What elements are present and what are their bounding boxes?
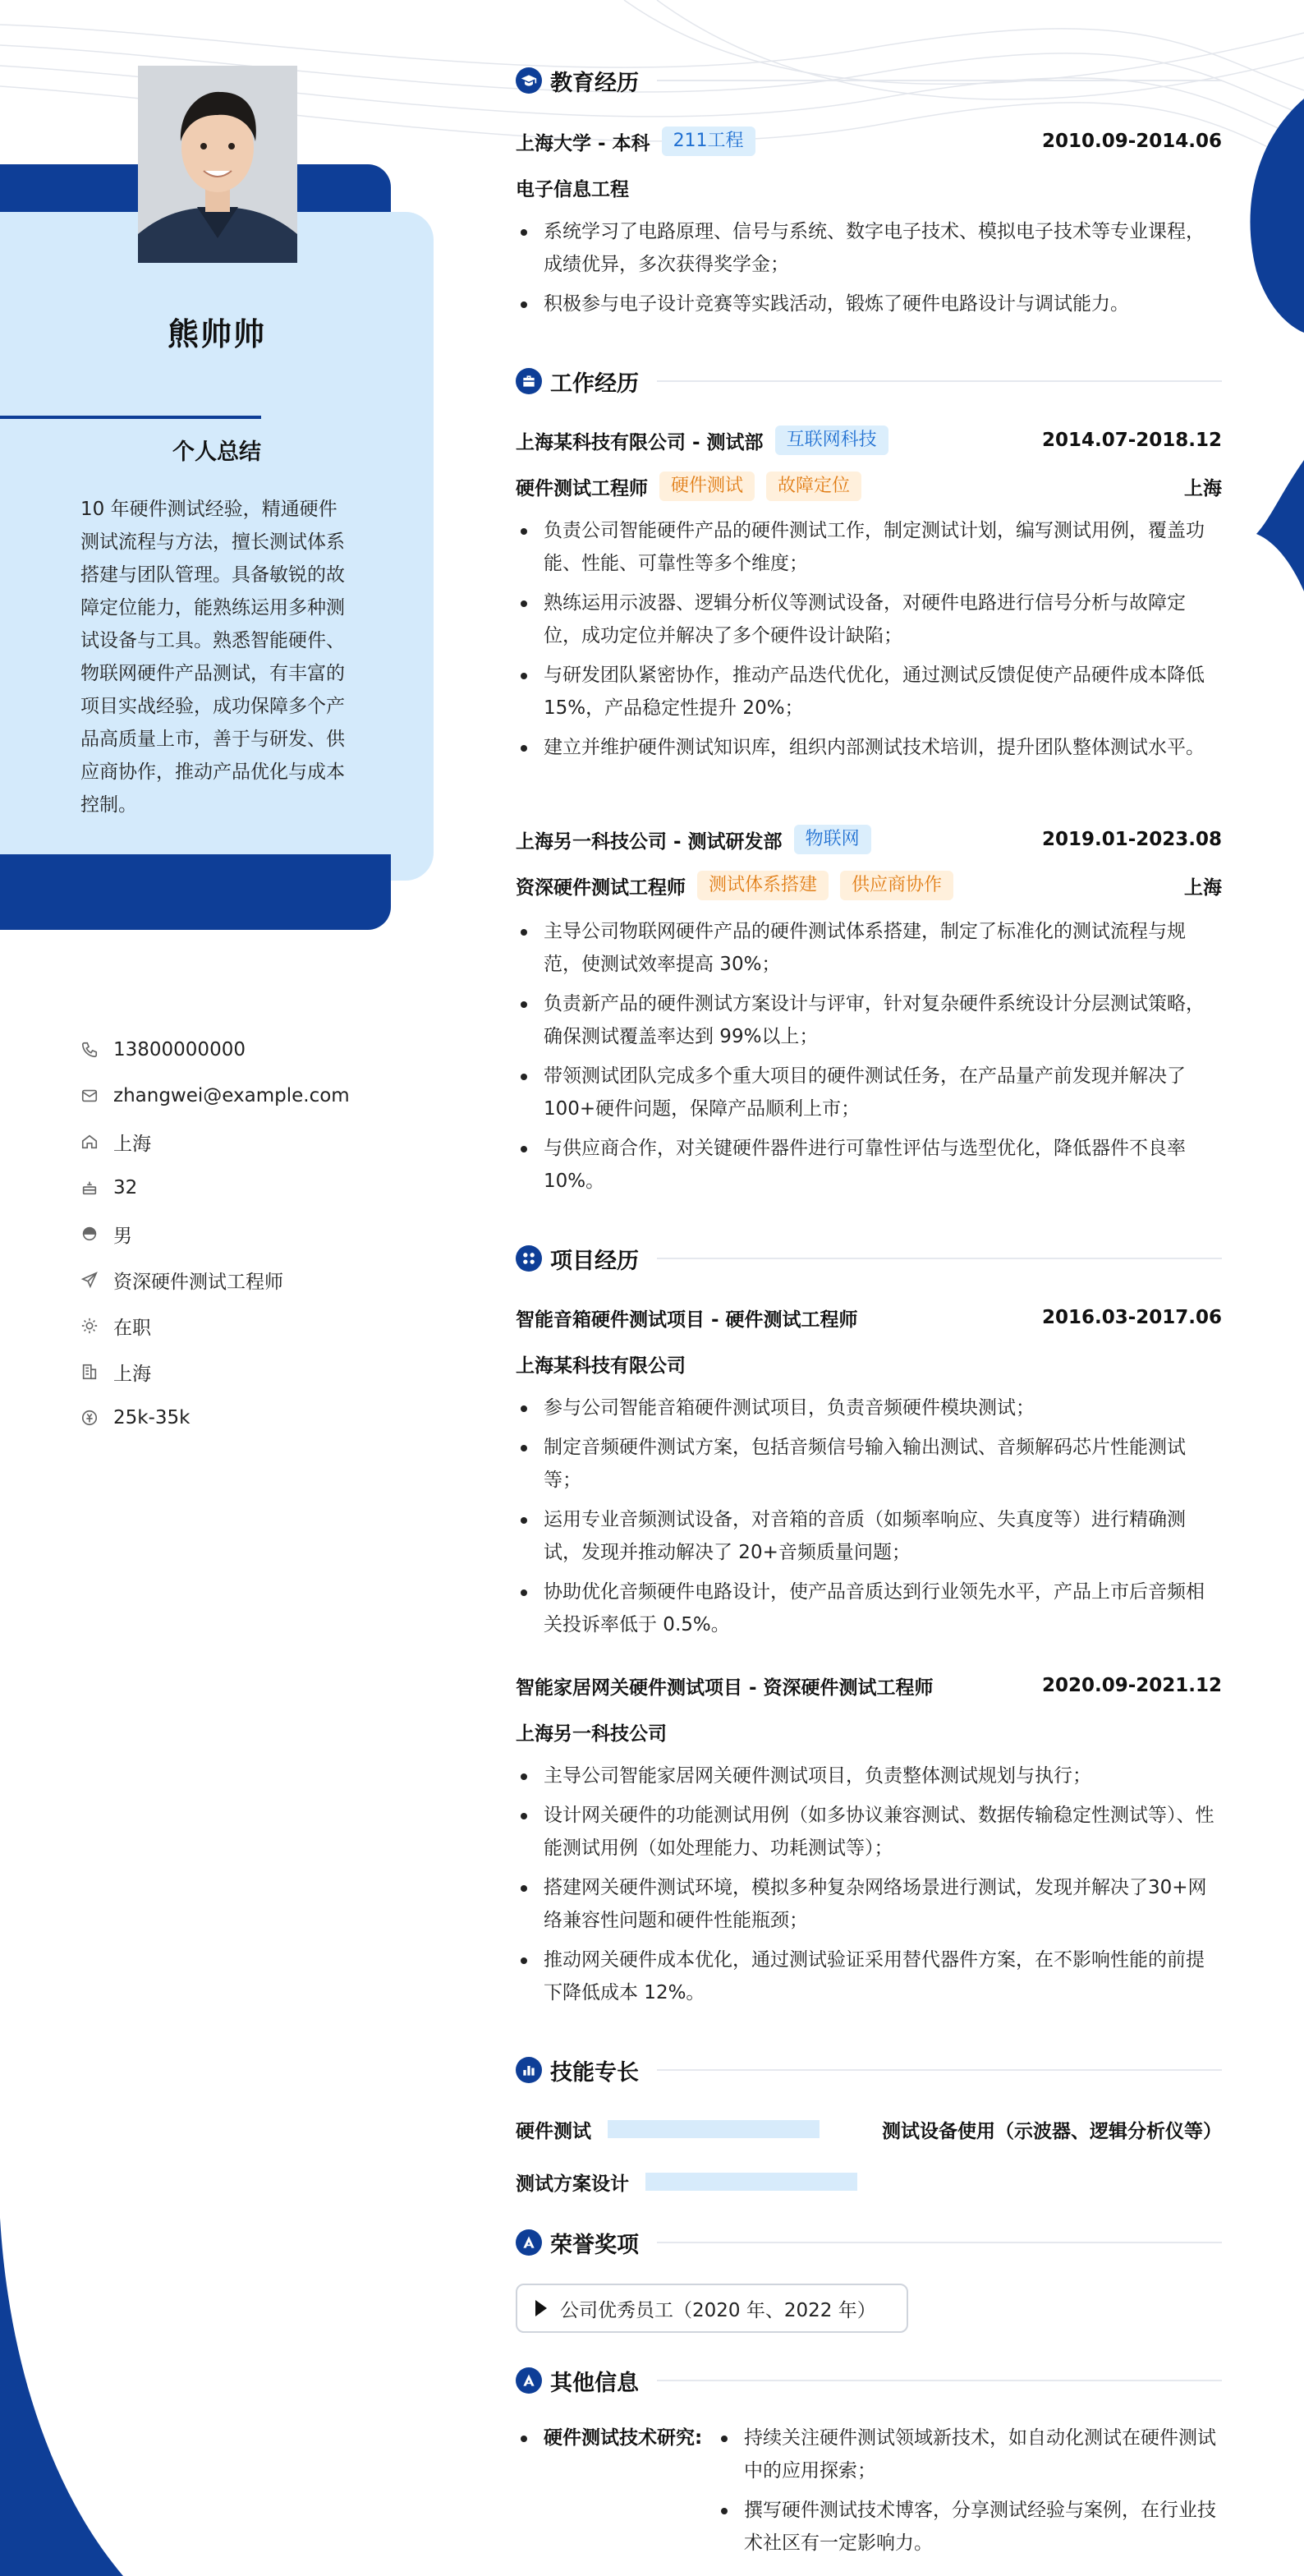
section-skills-header [516,2054,1222,2086]
list-item: 积极参与电子设计竞赛等实践活动，锻炼了硬件电路设计与调试能力。 [516,288,1222,320]
list-item: 系统学习了电路原理、信号与系统、数字电子技术、模拟电子技术等专业课程，成绩优异，多次获得奖学金； [516,215,1222,281]
list-item: 搭建网关硬件测试环境，模拟多种复杂网络场景进行测试，发现并解决了30+网络兼容性问题和硬件性能瓶颈； [516,1871,1222,1937]
project-1-header-row [516,1301,1222,1334]
other-label: 硬件测试技术研究: [516,2422,702,2454]
mail-icon [80,1087,99,1105]
job-1-period: 2014.07-2018.12 [1041,430,1222,451]
list-item: 带领测试团队完成多个重大项目的硬件测试任务，在产品量产前发现并解决了100+硬件问题，保障产品顺利上市； [516,1060,1222,1125]
section-divider [657,380,1222,382]
list-item: 设计网关硬件的功能测试用例（如多协议兼容测试、数据传输稳定性测试等）、性能测试用例（如处理能力、功耗测试等）； [516,1799,1222,1865]
job-2-tag: 物联网 [794,825,871,854]
education-major: 电子信息工程 [516,178,629,200]
section-divider [657,80,1222,81]
sidebar [0,0,493,2576]
award-text: 公司优秀员工（2020 年、2022 年） [560,2299,876,2321]
section-honors-title: 荣誉奖项 [550,2232,639,2258]
list-item: 协助优化音频硬件电路设计，使产品音质达到行业领先水平，产品上市后音频相关投诉率低于 0.5%。 [516,1576,1222,1641]
contact-work-city-text: 上海 [113,1363,151,1385]
section-work-title: 工作经历 [550,370,639,397]
phone-icon [80,1041,99,1059]
project-2-period: 2020.09-2021.12 [1041,1675,1222,1696]
home-icon [80,1133,99,1151]
award-icon [516,2229,542,2256]
contact-location-text: 上海 [113,1133,151,1155]
job-1-city: 上海 [1184,477,1222,499]
section-honors-header [516,2226,1222,2259]
project-2-company-row [516,1715,1222,1748]
job-1-role-tag: 故障定位 [766,472,861,501]
education-bullets [516,215,1222,327]
job-1-bullets [516,514,1222,770]
education-tag: 211工程 [662,126,755,156]
summary-text: 10 年硬件测试经验，精通硬件测试流程与方法，擅长测试体系搭建与团队管理。具备敏锐的故障定位能力，能熟练运用多种测试设备与工具。熟悉智能硬件、物联网硬件产品测试，有丰富的项目实战经验，成功保障多个产品高质量上市，善于与研发、供应商协作，推动产品优化与成本控制。 [80,499,345,816]
list-item: 参与公司智能音箱硬件测试项目，负责音频硬件模块测试； [516,1392,1222,1424]
award-icon [516,2367,542,2394]
contact-email [80,1073,350,1119]
job-2-company: 上海另一科技公司 - 测试研发部 [516,830,783,853]
project-2-header-row [516,1669,1222,1702]
list-item: 主导公司物联网硬件产品的硬件测试体系搭建，制定了标准化的测试流程与规范，使测试效率提高 30%； [516,915,1222,981]
summary-divider [0,416,261,419]
contact-age [80,1165,350,1211]
education-major-row [516,171,1222,204]
grid-icon [516,1245,542,1272]
skill-item [516,2113,820,2146]
job-1-role-tag: 硬件测试 [659,472,755,501]
job-2-header-row [516,823,1222,856]
job-2-bullets [516,915,1222,1204]
list-item: 建立并维护硬件测试知识库，组织内部测试技术培训，提升团队整体测试水平。 [516,731,1222,764]
project-1-company: 上海某科技有限公司 [516,1355,686,1377]
send-icon [80,1271,99,1289]
project-2-bullets [516,1760,1222,2016]
skill-item [882,2113,1222,2146]
project-1-company-row [516,1347,1222,1380]
education-header-row [516,125,1222,158]
list-item: 推动网关硬件成本优化，通过测试验证采用替代器件方案，在不影响性能的前提下降低成本 12%。 [516,1944,1222,2009]
job-2-city: 上海 [1184,876,1222,899]
list-item: 运用专业音频测试设备，对音箱的音质（如频率响应、失真度等）进行精确测试，发现并推动解决了 20+音频质量问题； [516,1503,1222,1569]
list-item: 持续关注硬件测试领域新技术，如自动化测试在硬件测试中的应用探索； [716,2422,1222,2487]
list-item: 主导公司智能家居网关硬件测试项目，负责整体测试规划与执行； [516,1760,1222,1792]
skill-bar [608,2120,820,2138]
salary-icon [80,1409,99,1427]
contact-email-text: zhangwei@example.com [113,1085,350,1106]
contact-status [80,1303,350,1349]
contact-status-text: 在职 [113,1317,151,1339]
graduation-cap-icon [516,67,542,94]
job-1-company: 上海某科技有限公司 - 测试部 [516,431,764,453]
contact-gender [80,1211,350,1257]
list-item: 与研发团队紧密协作，推动产品迭代优化，通过测试反馈促使产品硬件成本降低 15%，产品稳定性提升 20%； [516,659,1222,724]
section-divider [657,1258,1222,1259]
triangle-right-icon [535,2300,547,2316]
job-2-role: 资深硬件测试工程师 [516,876,686,899]
building-icon [80,1363,99,1381]
bar-chart-icon [516,2057,542,2083]
contact-location [80,1119,350,1165]
contact-work-city [80,1349,350,1395]
education-period: 2010.09-2014.06 [1041,131,1222,152]
section-projects-header [516,1242,1222,1275]
gender-icon [80,1225,99,1243]
contact-age-text: 32 [113,1177,138,1198]
job-1-role: 硬件测试工程师 [516,477,648,499]
contact-salary-text: 25k-35k [113,1407,191,1428]
briefcase-icon [516,368,542,394]
cake-icon [80,1179,99,1197]
job-2-period: 2019.01-2023.08 [1041,829,1222,850]
skill-item [516,2165,857,2198]
list-item: 负责公司智能硬件产品的硬件测试工作，制定测试计划，编写测试用例，覆盖功能、性能、可靠性等多个维度； [516,514,1222,580]
section-other-header [516,2364,1222,2397]
section-divider [657,2242,1222,2243]
list-item: 熟练运用示波器、逻辑分析仪等测试设备，对硬件电路进行信号分析与故障定位，成功定位并解决了多个硬件设计缺陷； [516,586,1222,652]
contact-salary [80,1395,350,1441]
profile-name: 熊帅帅 [167,316,266,352]
section-skills-title: 技能专长 [550,2059,639,2086]
section-divider [657,2380,1222,2381]
job-1-role-row [516,470,1222,503]
sidebar-band-bottom [0,854,391,930]
skill-label: 测试设备使用（示波器、逻辑分析仪等） [882,2120,1222,2142]
contact-phone-text: 13800000000 [113,1039,246,1060]
section-education-header [516,64,1222,97]
contact-phone [80,1027,350,1073]
list-item: 制定音频硬件测试方案，包括音频信号输入输出测试、音频解码芯片性能测试等； [516,1431,1222,1497]
contact-position-text: 资深硬件测试工程师 [113,1271,283,1293]
job-2-role-tag: 供应商协作 [840,871,953,900]
skill-label: 硬件测试 [516,2120,591,2142]
award-item [516,2284,908,2333]
education-school: 上海大学 - 本科 [516,132,650,154]
section-work-header [516,365,1222,398]
project-2-name: 智能家居网关硬件测试项目 - 资深硬件测试工程师 [516,1677,934,1699]
project-1-period: 2016.03-2017.06 [1041,1307,1222,1328]
section-projects-title: 项目经历 [550,1248,639,1274]
job-1-tag: 互联网科技 [775,426,888,455]
section-other-title: 其他信息 [550,2370,639,2396]
project-2-company: 上海另一科技公司 [516,1723,667,1745]
skill-bar [645,2173,857,2191]
job-1-header-row [516,424,1222,457]
project-1-name: 智能音箱硬件测试项目 - 硬件测试工程师 [516,1309,858,1331]
summary-title: 个人总结 [172,439,261,465]
skill-label: 测试方案设计 [516,2173,629,2195]
avatar [138,66,297,263]
contact-gender-text: 男 [113,1225,132,1247]
contact-list [80,1027,350,1441]
contact-position [80,1257,350,1303]
section-divider [657,2069,1222,2071]
status-icon [80,1317,99,1335]
list-item: 撰写硬件测试技术博客，分享测试经验与案例，在行业技术社区有一定影响力。 [716,2494,1222,2560]
project-1-bullets [516,1392,1222,1648]
section-education-title: 教育经历 [550,70,639,96]
other-bullets [716,2422,1222,2566]
list-item: 与供应商合作，对关键硬件器件进行可靠性评估与选型优化，降低器件不良率10%。 [516,1132,1222,1198]
list-item: 负责新产品的硬件测试方案设计与评审，针对复杂硬件系统设计分层测试策略，确保测试覆盖率达到 99%以上； [516,987,1222,1053]
job-2-role-tag: 测试体系搭建 [697,871,829,900]
job-2-role-row [516,869,1222,902]
